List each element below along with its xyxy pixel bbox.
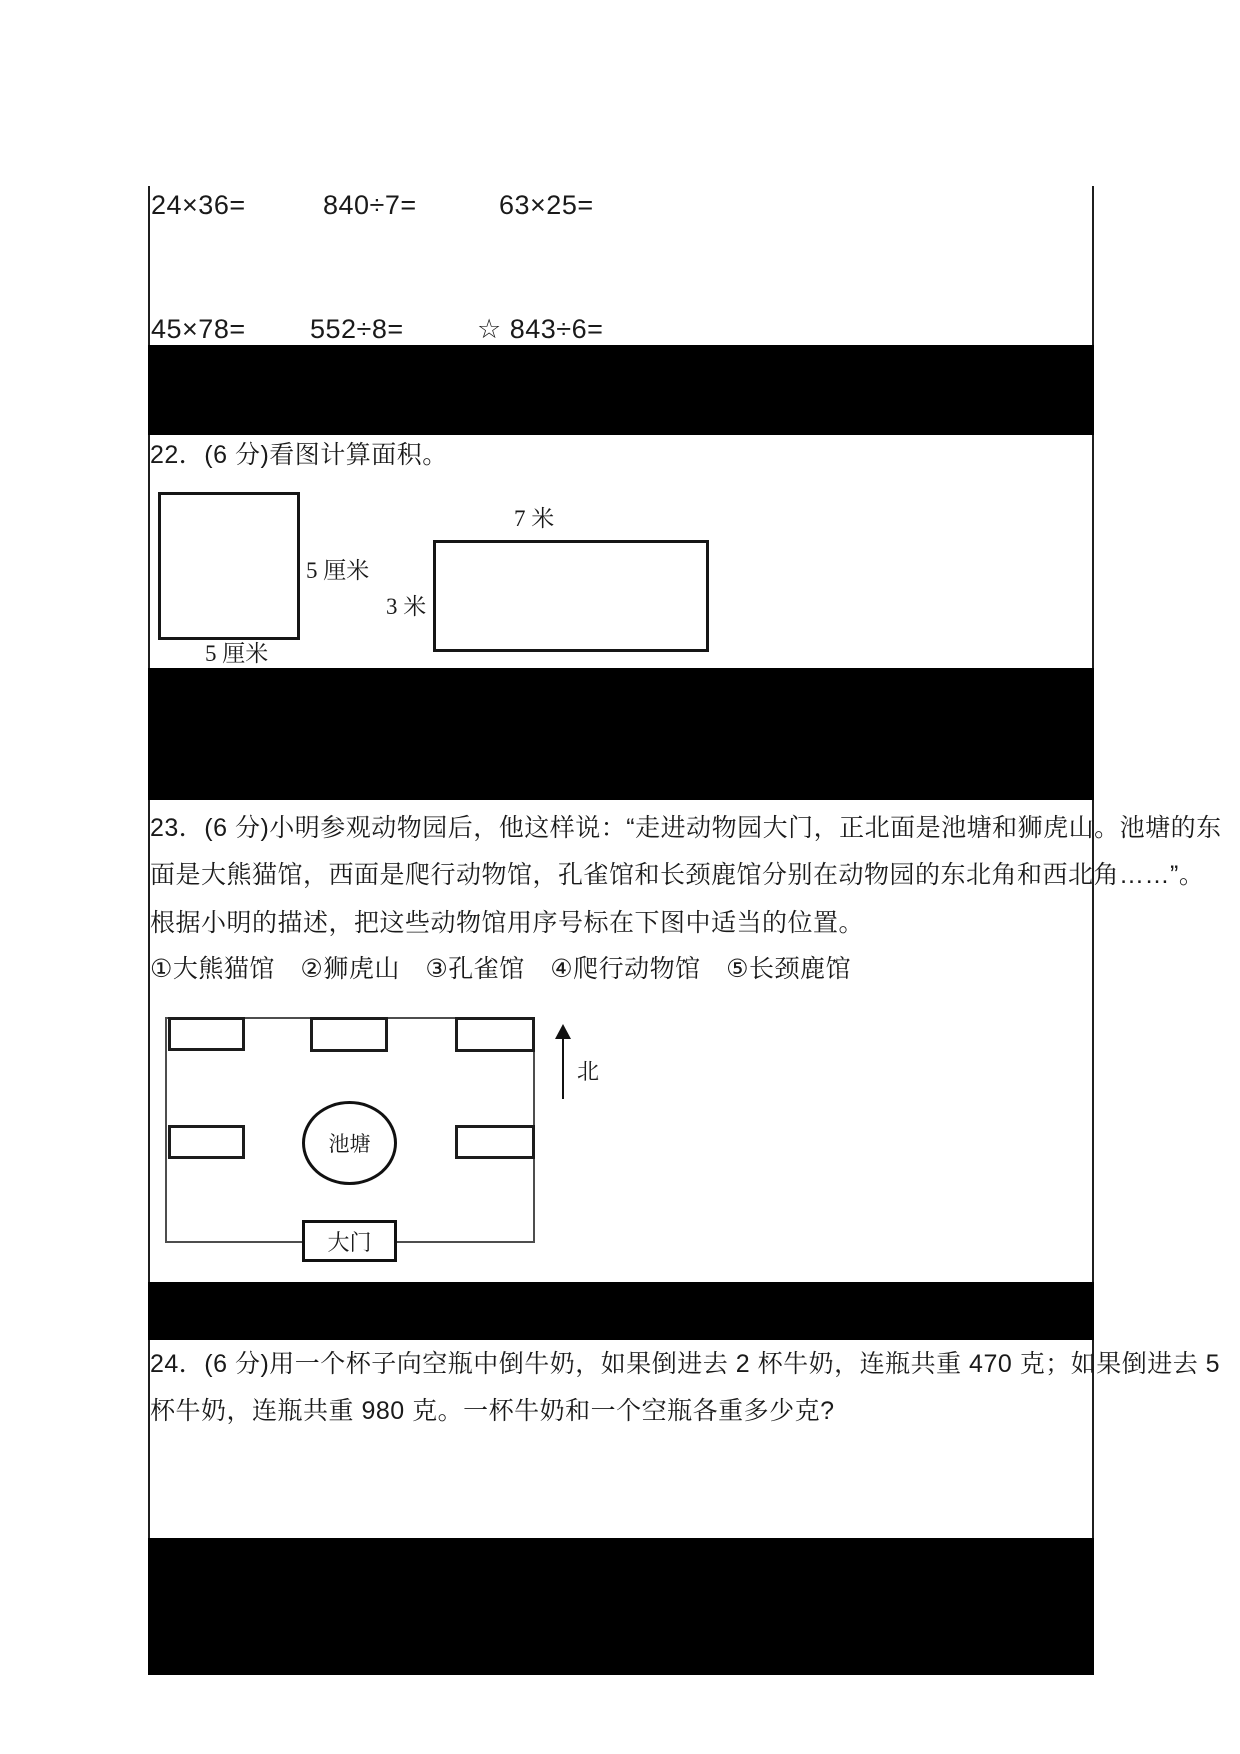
q23-text-line-1: 23．(6 分)小明参观动物园后，他这样说：“走进动物园大门，正北面是池塘和狮虎山。池塘的东 (150, 814, 1222, 842)
north-label: 北 (577, 1059, 600, 1084)
hall-box-top-middle[interactable] (310, 1017, 388, 1052)
redacted-answer-block-2 (148, 668, 1094, 800)
equation-840div7: 840÷7= (323, 190, 417, 220)
q24-text-line-1: 24．(6 分)用一个杯子向空瓶中倒牛奶，如果倒进去 2 杯牛奶，连瓶共重 470 克；如果倒进去 5 (150, 1350, 1221, 1378)
q22-square-bottom-dimension: 5 厘米 (205, 641, 269, 666)
zoo-map-diagram (165, 1015, 625, 1267)
q23-legend-line: ①大熊猫馆 ②狮虎山 ③孔雀馆 ④爬行动物馆 ⑤长颈鹿馆 (150, 955, 852, 983)
pond-label: 池塘 (328, 1132, 371, 1156)
redacted-answer-block-4 (148, 1538, 1094, 1675)
q23-text-line-3: 根据小明的描述，把这些动物馆用序号标在下图中适当的位置。 (150, 909, 865, 937)
gate-label: 大门 (327, 1229, 372, 1255)
q22-rect-top-dimension: 7 米 (514, 506, 555, 531)
q24-text-line-2: 杯牛奶，连瓶共重 980 克。一杯牛奶和一个空瓶各重多少克? (150, 1397, 835, 1425)
q22-square-right-dimension: 5 厘米 (306, 558, 370, 583)
hall-box-east[interactable] (455, 1125, 535, 1159)
hall-box-top-right[interactable] (455, 1017, 535, 1052)
q23-text-line-2: 面是大熊猫馆，西面是爬行动物馆，孔雀馆和长颈鹿馆分别在动物园的东北角和西北角……”。 (150, 861, 1205, 889)
q22-rectangle-figure (433, 540, 709, 652)
gate-box (302, 1220, 397, 1262)
equation-45x78: 45×78= (151, 314, 246, 344)
pond-ellipse (302, 1101, 397, 1185)
equation-24x36: 24×36= (151, 190, 246, 220)
equation-552div8: 552÷8= (310, 314, 404, 344)
equation-63x25: 63×25= (499, 190, 594, 220)
north-arrow-head-icon (555, 1024, 571, 1039)
q22-heading: 22．(6 分)看图计算面积。 (150, 441, 448, 469)
hall-box-west[interactable] (168, 1125, 245, 1159)
equation-star-843div6: ☆ 843÷6= (477, 314, 604, 344)
q22-square-figure (158, 492, 300, 640)
redacted-answer-block-3 (148, 1282, 1094, 1340)
north-arrow-icon (562, 1039, 564, 1099)
q22-rect-left-dimension: 3 米 (386, 594, 427, 619)
redacted-answer-block-1 (148, 345, 1094, 435)
hall-box-top-left[interactable] (168, 1017, 245, 1051)
